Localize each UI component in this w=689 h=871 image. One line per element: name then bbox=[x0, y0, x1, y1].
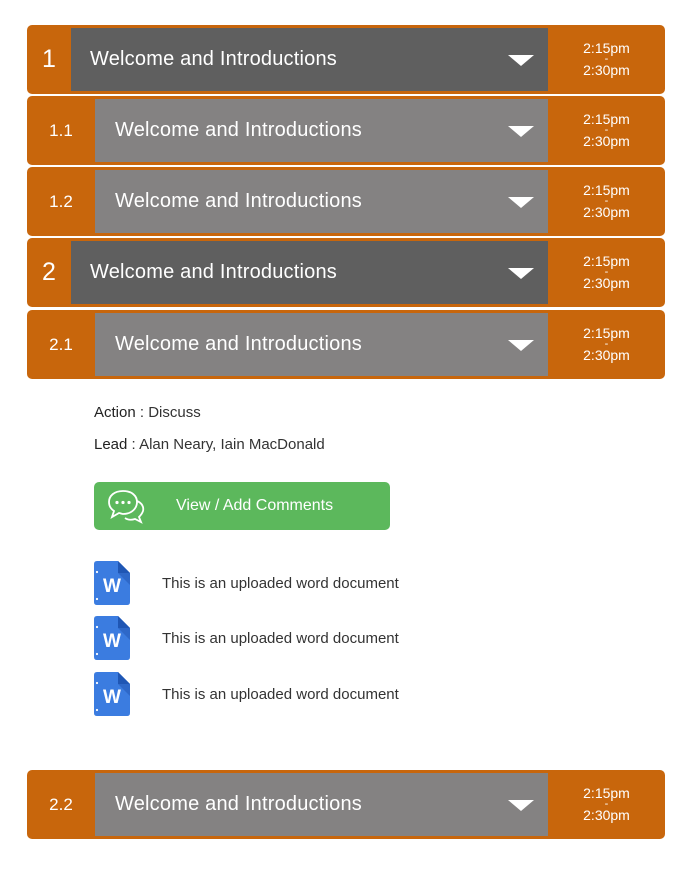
document-label: This is an uploaded word document bbox=[162, 685, 399, 703]
time-end: 2:30pm bbox=[583, 204, 630, 220]
lead-label: Lead bbox=[94, 436, 128, 453]
item-number: 1.1 bbox=[49, 120, 73, 140]
time-end: 2:30pm bbox=[583, 275, 630, 291]
lead-separator: : bbox=[127, 436, 140, 453]
item-number: 1 bbox=[42, 45, 56, 73]
agenda-item-1[interactable] bbox=[27, 25, 665, 94]
item-time bbox=[548, 167, 665, 236]
view-add-comments-button[interactable] bbox=[94, 482, 390, 530]
agenda-item-1-1[interactable] bbox=[27, 96, 665, 165]
word-doc-icon bbox=[94, 561, 130, 605]
item-title: Welcome and Introductions bbox=[90, 261, 337, 283]
item-title: Welcome and Introductions bbox=[115, 119, 362, 141]
agenda-item-2[interactable] bbox=[27, 238, 665, 307]
document-link[interactable] bbox=[94, 672, 494, 716]
document-label: This is an uploaded word document bbox=[162, 629, 399, 647]
document-label: This is an uploaded word document bbox=[162, 574, 399, 592]
action-value: Discuss bbox=[148, 404, 201, 421]
chevron-down-icon[interactable] bbox=[508, 340, 534, 351]
time-end: 2:30pm bbox=[583, 347, 630, 363]
item-title-bar[interactable] bbox=[95, 170, 548, 233]
time-end: 2:30pm bbox=[583, 133, 630, 149]
item-time bbox=[548, 770, 665, 839]
item-title: Welcome and Introductions bbox=[115, 793, 362, 815]
time-separator: - bbox=[604, 124, 609, 136]
time-start: 2:15pm bbox=[583, 253, 630, 269]
time-start: 2:15pm bbox=[583, 111, 630, 127]
item-title: Welcome and Introductions bbox=[115, 190, 362, 212]
item-number: 2.1 bbox=[49, 334, 73, 354]
item-time bbox=[548, 25, 665, 94]
item-number: 1.2 bbox=[49, 191, 73, 211]
time-start: 2:15pm bbox=[583, 325, 630, 341]
action-separator: : bbox=[135, 404, 149, 421]
lead-value: Alan Neary, Iain MacDonald bbox=[139, 436, 325, 453]
agenda-item-1-2[interactable] bbox=[27, 167, 665, 236]
time-separator: - bbox=[604, 798, 609, 810]
item-title-bar[interactable] bbox=[95, 99, 548, 162]
action-label: Action bbox=[94, 404, 136, 421]
item-title-bar[interactable] bbox=[71, 28, 548, 91]
item-title: Welcome and Introductions bbox=[90, 48, 337, 70]
chevron-down-icon[interactable] bbox=[508, 126, 534, 137]
time-separator: - bbox=[604, 195, 609, 207]
agenda-item-2-1[interactable] bbox=[27, 310, 665, 379]
chevron-down-icon[interactable] bbox=[508, 55, 534, 66]
time-separator: - bbox=[604, 338, 609, 350]
time-start: 2:15pm bbox=[583, 40, 630, 56]
word-doc-icon bbox=[94, 672, 130, 716]
document-link[interactable] bbox=[94, 561, 494, 605]
time-end: 2:30pm bbox=[583, 807, 630, 823]
agenda-item-2-2[interactable] bbox=[27, 770, 665, 839]
item-title: Welcome and Introductions bbox=[115, 333, 362, 355]
time-start: 2:15pm bbox=[583, 182, 630, 198]
time-end: 2:30pm bbox=[583, 62, 630, 78]
comments-icon bbox=[106, 487, 146, 525]
item-title-bar[interactable] bbox=[95, 773, 548, 836]
time-separator: - bbox=[604, 53, 609, 65]
item-time bbox=[548, 310, 665, 379]
svg-text:W: W bbox=[103, 576, 121, 597]
chevron-down-icon[interactable] bbox=[508, 197, 534, 208]
document-link[interactable] bbox=[94, 616, 494, 660]
comments-button-label: View / Add Comments bbox=[176, 497, 334, 514]
item-title-bar[interactable] bbox=[95, 313, 548, 376]
item-time bbox=[548, 96, 665, 165]
item-number: 2 bbox=[42, 258, 56, 286]
lead-line bbox=[94, 436, 325, 453]
svg-text:W: W bbox=[103, 631, 121, 652]
time-separator: - bbox=[604, 266, 609, 278]
item-number: 2.2 bbox=[49, 794, 73, 814]
svg-text:W: W bbox=[103, 687, 121, 708]
item-title-bar[interactable] bbox=[71, 241, 548, 304]
word-doc-icon bbox=[94, 616, 130, 660]
time-start: 2:15pm bbox=[583, 785, 630, 801]
action-line bbox=[94, 404, 201, 421]
item-time bbox=[548, 238, 665, 307]
chevron-down-icon[interactable] bbox=[508, 800, 534, 811]
chevron-down-icon[interactable] bbox=[508, 268, 534, 279]
